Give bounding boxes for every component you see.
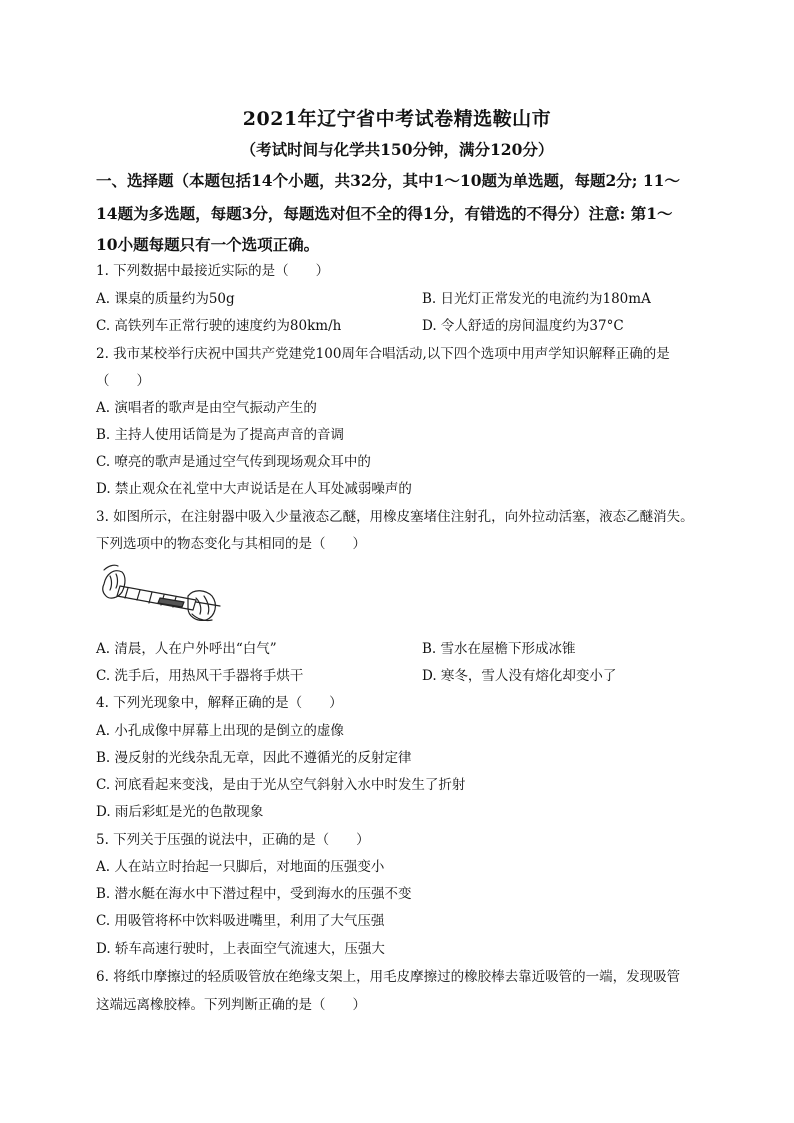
section-heading-line-1: 一、选择题（本题包括14个小题，共32分，其中1～10题为单选题，每题2分; 11～: [96, 171, 680, 190]
q1-option-a: A. 课桌的质量约为50g: [96, 291, 235, 307]
page-subtitle: （考试时间与化学共150分钟，满分120分）: [240, 140, 554, 159]
q3-stem-line-1: 3. 如图所示，在注射器中吸入少量液态乙醚，用橡皮塞堵住注射孔，向外拉动活塞，液态乙醚消失。: [96, 509, 694, 525]
q4-option-d: D. 雨后彩虹是光的色散现象: [96, 804, 264, 820]
q1-option-c: C. 高铁列车正常行驶的速度约为80km/h: [96, 318, 342, 334]
q2-option-a: A. 演唱者的歌声是由空气振动产生的: [96, 400, 317, 416]
q4-option-b: B. 漫反射的光线杂乱无章，因此不遵循光的反射定律: [96, 750, 412, 766]
q3-option-c: C. 洗手后，用热风干手器将手烘干: [96, 668, 304, 684]
q1-option-d: D. 令人舒适的房间温度约为37°C: [422, 318, 624, 334]
q5-option-c: C. 用吸管将杯中饮料吸进嘴里，利用了大气压强: [96, 913, 385, 929]
section-heading-line-3: 10小题每题只有一个选项正确。: [96, 235, 320, 254]
q2-stem-line-2: （ ）: [96, 373, 150, 389]
q3-option-d: D. 寒冬，雪人没有熔化却变小了: [422, 668, 617, 684]
q2-option-d: D. 禁止观众在礼堂中大声说话是在人耳处减弱噪声的: [96, 481, 412, 497]
q6-stem-line-2: 这端远离橡胶棒。下列判断正确的是（ ）: [96, 997, 366, 1013]
q3-stem-line-2: 下列选项中的物态变化与其相同的是（ ）: [96, 536, 366, 552]
q5-option-a: A. 人在站立时抬起一只脚后，对地面的压强变小: [96, 859, 385, 875]
q4-option-c: C. 河底看起来变浅，是由于光从空气斜射入水中时发生了折射: [96, 777, 466, 793]
q2-stem-line-1: 2. 我市某校举行庆祝中国共产党建党100周年合唱活动,以下四个选项中用声学知识解释正确的是: [96, 346, 670, 362]
q4-option-a: A. 小孔成像中屏幕上出现的是倒立的虚像: [96, 723, 344, 739]
q5-stem: 5. 下列关于压强的说法中，正确的是（ ）: [96, 832, 370, 848]
q2-option-b: B. 主持人使用话筒是为了提高声音的音调: [96, 427, 345, 443]
q1-option-b: B. 日光灯正常发光的电流约为180mA: [422, 291, 651, 307]
q1-stem: 1. 下列数据中最接近实际的是（ ）: [96, 263, 330, 279]
section-heading-line-2: 14题为多选题，每题3分，每题选对但不全的得1分，有错选的不得分）注意: 第1～: [96, 204, 673, 223]
q4-stem: 4. 下列光现象中，解释正确的是（ ）: [96, 695, 343, 711]
page-title: 2021年辽宁省中考试卷精选鞍山市: [242, 108, 552, 130]
q5-option-d: D. 轿车高速行驶时，上表面空气流速大，压强大: [96, 941, 385, 957]
q6-stem-line-1: 6. 将纸巾摩擦过的轻质吸管放在绝缘支架上，用毛皮摩擦过的橡胶棒去靠近吸管的一端，发现吸管: [96, 969, 681, 985]
q2-option-c: C. 嘹亮的歌声是通过空气传到现场观众耳中的: [96, 454, 371, 470]
syringe-figure: [100, 562, 224, 626]
q3-option-b: B. 雪水在屋檐下形成冰锥: [422, 641, 576, 657]
q3-option-a: A. 清晨，人在户外呼出“白气”: [96, 641, 277, 657]
q5-option-b: B. 潜水艇在海水中下潜过程中，受到海水的压强不变: [96, 886, 412, 902]
